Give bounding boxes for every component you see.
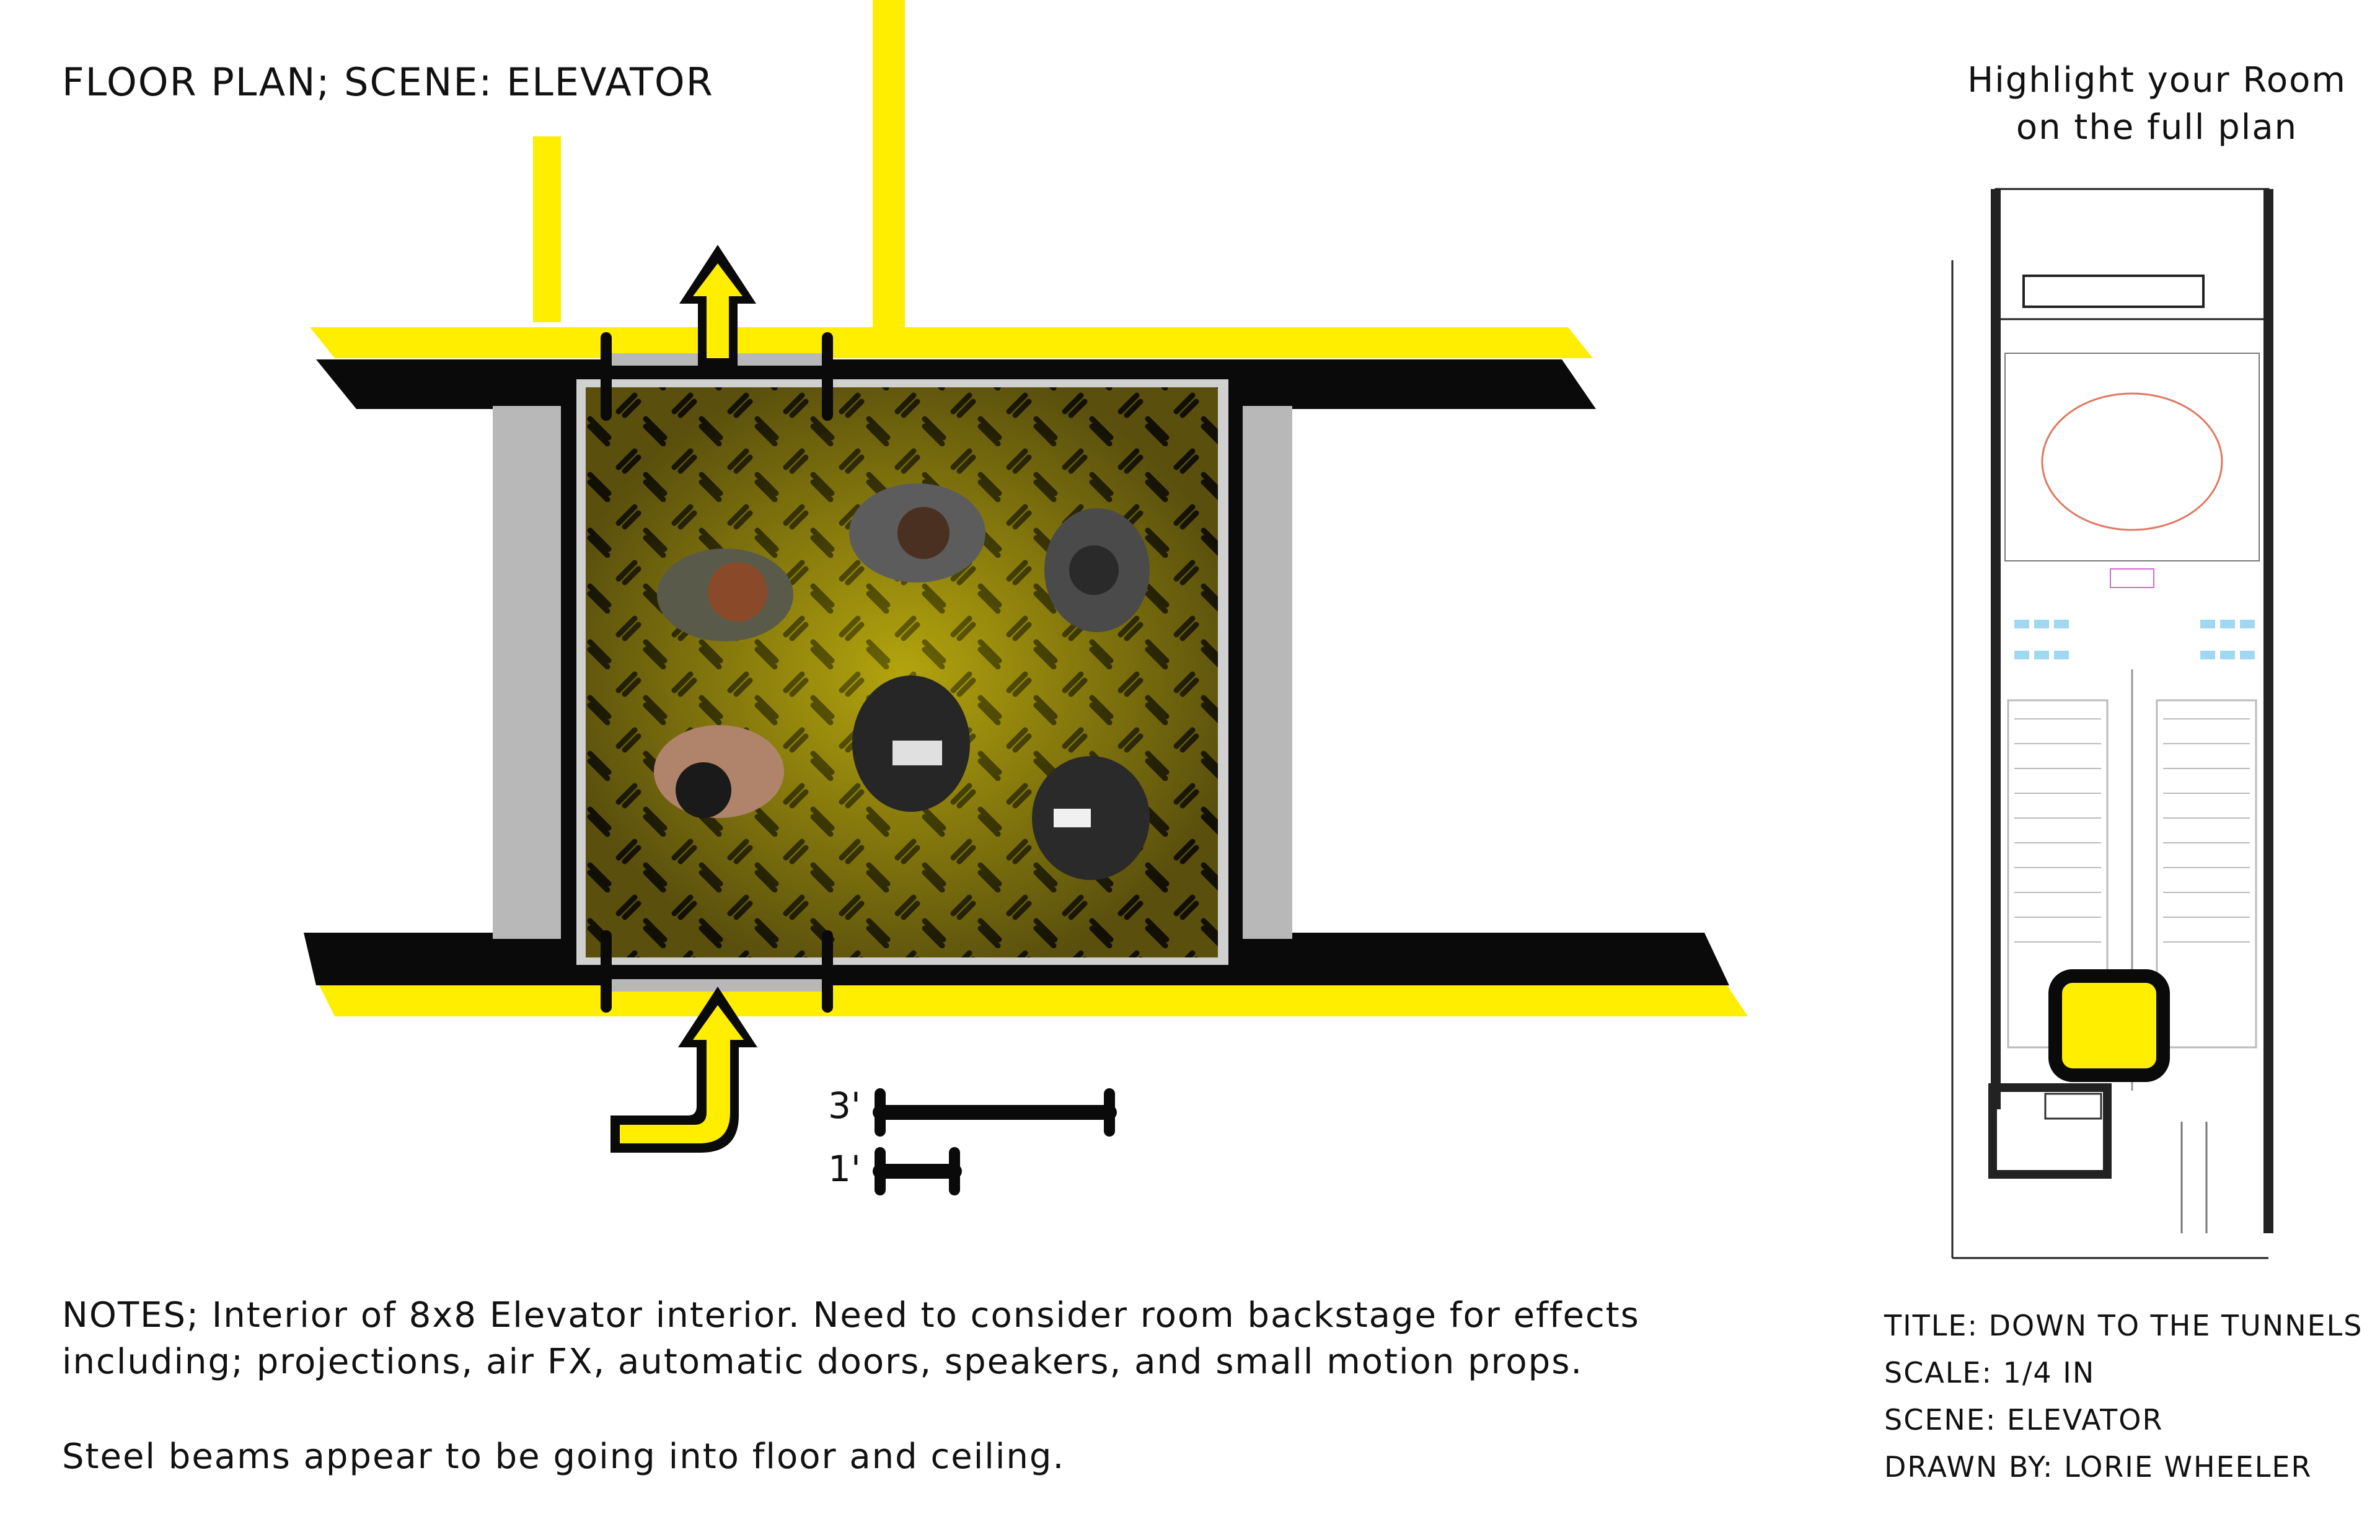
scale-label-1ft: 1' <box>828 1148 861 1190</box>
plan-blue-seats <box>2014 620 2255 659</box>
notes-line-1: NOTES; Interior of 8x8 Elevator interior. Need to consider room backstage for effects <box>62 1295 1640 1335</box>
scale-bars <box>880 1094 1109 1190</box>
person-1 <box>657 548 793 641</box>
notes-line-2: including; projections, air FX, automatic doors, speakers, and small motion props. <box>62 1342 1584 1382</box>
person-6 <box>1032 756 1150 880</box>
title-block-drawn-by: DRAWN BY: LORIE WHEELER <box>1884 1450 2312 1484</box>
title-block-scale: SCALE: 1/4 IN <box>1884 1356 2096 1389</box>
full-plan <box>1952 189 2268 1258</box>
highlight-line-1: Highlight your Room <box>1967 60 2347 100</box>
highlighted-room <box>2055 976 2163 1075</box>
person-3 <box>1044 508 1150 632</box>
person-4 <box>654 725 784 818</box>
highlight-line-2: on the full plan <box>2016 107 2298 147</box>
notes-line-3: Steel beams appear to be going into floor and ceiling. <box>62 1437 1065 1477</box>
elevator-car <box>561 366 1243 979</box>
person-5 <box>852 675 970 812</box>
title-block-title: TITLE: DOWN TO THE TUNNELS <box>1884 1309 2363 1342</box>
person-2 <box>849 483 985 583</box>
scale-label-3ft: 3' <box>828 1085 861 1127</box>
page-title: FLOOR PLAN; SCENE: ELEVATOR <box>62 59 714 105</box>
title-block-scene: SCENE: ELEVATOR <box>1884 1403 2164 1437</box>
